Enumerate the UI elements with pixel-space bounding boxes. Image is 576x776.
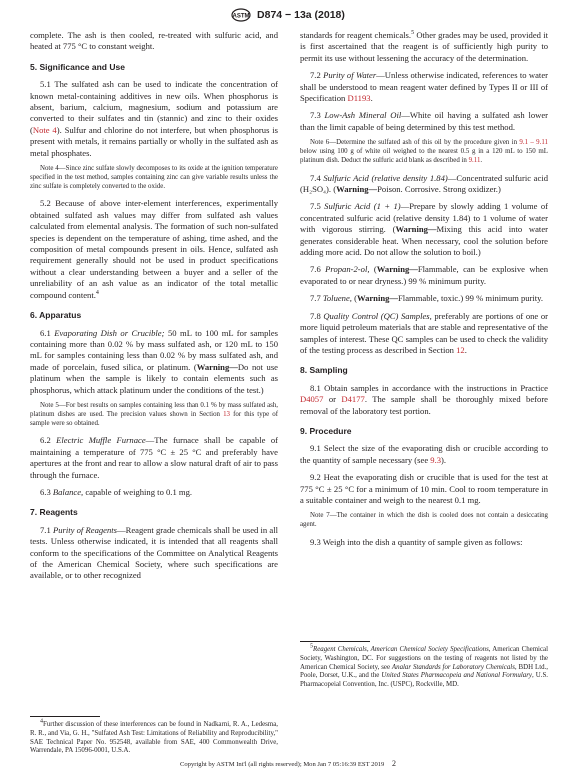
page-number: 2	[392, 759, 397, 768]
section-heading-9: 9. Procedure	[300, 425, 352, 436]
section-9-3-link[interactable]: 9.3	[430, 454, 442, 465]
section-9-1-link[interactable]: 9.1 – 9.11	[519, 139, 548, 147]
left-column	[30, 30, 278, 588]
paragraph: complete. The ash is then cooled, re-treated with sulfuric acid, and heated at 775 °C to constant weight.	[30, 30, 278, 52]
section-heading-8: 8. Sampling	[300, 365, 348, 376]
copyright-line: Copyright by ASTM Int'l (all rights reserved); Mon Jan 7 05:16:39 EST 2019	[179, 761, 385, 768]
paragraph-6-3: 6.3 Balance, capable of weighing to 0.1 mg.	[40, 486, 193, 497]
section-heading-5: 5. Significance and Use	[30, 61, 125, 72]
paragraph-8-1: 8.1 Obtain samples in accordance with the instructions in Practice D4057 or D4177. The sample shall be thoroughly mixed before removal of the laboratory test portion.	[300, 382, 548, 416]
paragraph-7-6: 7.6 Propan-2-ol, (Warning—Flammable, can be explosive when evaporated to or near dryness.) 99 % minimum purity.	[300, 264, 548, 286]
section-12-link[interactable]: 12	[456, 344, 465, 355]
note-6: Note 6—Determine the sulfated ash of this oil by the procedure given in 9.1 – 9.11 below using 100 g of white oil weighed to the nearest 0.5 g in a 120 mL to 150 mL platinum dish. Deduct the sulfuric acid blank as described in 9.11.	[300, 139, 548, 164]
paragraph-9-3: 9.3 Weigh into the dish a quantity of sample given as follows:	[310, 536, 523, 547]
note-4: Note 4—Since zinc sulfate slowly decomposes to its oxide at the ignition temperature specified in the test method, samples containing zinc can give variable results unless the zinc sulfate is completely converted to the oxide.	[30, 165, 278, 190]
paragraph-5-1: 5.1 The sulfated ash can be used to indicate the concentration of known metal-containing additives in new oils. When phosphorus is absent, barium, calcium, magnesium, sodium and potassium are converted to their sulfates and tin (stannic) and zinc to their oxides (Note 4). Sulfur and chlorine do not interfere, but when phosphorus is present with metals, it remains partially or wholly in the sulfated ash as metal phosphates.	[30, 79, 279, 158]
right-column	[300, 30, 548, 554]
section-9-11-link[interactable]: 9.11	[468, 156, 481, 164]
d4177-link[interactable]: D4177	[341, 394, 365, 405]
paragraph-9-2: 9.2 Heat the evaporating dish or crucible that is used for the test at 775 °C ± 25 °C for a minimum of 10 min. Cool to room temperature in a suitable container and weigh to the nearest 0.1 mg.	[300, 472, 548, 505]
d4057-link[interactable]: D4057	[300, 394, 324, 405]
paragraph-7-3: 7.3 Low-Ash Mineral Oil—White oil having a sulfated ash lower than the limit capable of being determined by this test method.	[300, 110, 549, 132]
page-footer	[0, 759, 576, 768]
paragraph-9-1: 9.1 Select the size of the evaporating dish or crucible according to the quantity of sample necessary (see 9.3).	[300, 443, 548, 465]
paragraph: standards for reagent chemicals.$^5$ Other grades may be used, provided it is first ascertained that the reagent is of sufficiently high purity to permit its use without lessening the accuracy of the determination.	[300, 30, 549, 63]
document-designation: D874 − 13a (2018)	[257, 9, 345, 21]
paragraph-7-8: 7.8 Quality Control (QC) Samples, preferably are portions of one or more liquid petroleum materials that are stable and representative of the samples of interest. These QC samples can be used to check the validity of the testing process as described in Section 12.	[300, 310, 548, 355]
note-5: Note 5—For best results on samples containing less than 0.1 % by mass sulfated ash, platinum dishes are used. The precision values shown in Section 13 for this type of sample were so obtained.	[30, 401, 279, 427]
paragraph-7-7: 7.7 Toluene, (Warning—Flammable, toxic.) 99 % minimum purity.	[310, 293, 544, 304]
footnote-4: $^4$Further discussion of these interferences can be found in Nadkarni, R. A., Ledesma, R. R., and Via, G. H., "Sulfated Ash Test: Limitations of Reliability and Reproducibility," SAE Technical Paper No. 952548, available from SAE, 400 Commonwealth Drive, Warrendale, PA 15096-0001, U.S.A.	[30, 716, 278, 756]
astm-logo-icon	[231, 8, 251, 22]
paragraph-7-5: 7.5 Sulfuric Acid (1 + 1)—Prepare by slowly adding 1 volume of concentrated sulfuric acid (relative density 1.84) to 1 volume of water with vigorous stirring. (Warning—Mixing this acid into water generates considerable heat. When necessary, cool the solution before adding more acid. Do not allow the solution to boil.)	[300, 201, 549, 258]
section-13-link[interactable]: 13	[223, 410, 230, 418]
note-4-link[interactable]: Note 4	[32, 124, 57, 135]
paragraph-7-2: 7.2 Purity of Water—Unless otherwise indicated, references to water shall be understood to mean reagent water defined by Types II or III of Specification D1193.	[300, 70, 548, 104]
paragraph-5-2: 5.2 Because of above inter-element interferences, experimentally obtained sulfated ash values may differ from sulfated ash values calculated from elemental analysis. The formation of such non-sulfated species is dependent on the temperature of ashing, time ashed, and the composition of metal compounds present in oils. Hence, sulfated ash requirement generally should not be used in product specifications without a clear understanding between a buyer and a seller of the unreliability of an ash value as an indicator of the total metallic compound content.$^4$	[30, 198, 278, 300]
section-heading-6: 6. Apparatus	[30, 310, 82, 321]
footnote-rule	[30, 716, 100, 717]
paragraph-6-1: 6.1 Evaporating Dish or Crucible; 50 mL to 100 mL for samples containing more than 0.02 % by mass sulfated ash, or 120 mL to 150 mL for samples containing less than 0.02 % by mass sulfated ash, and made of porcelain, fused silica, or platinum. (Warning—Do not use platinum when the sample is likely to contain elements such as phosphorus, which attack platinum under the conditions of the test.)	[30, 327, 278, 395]
paragraph-6-2: 6.2 Electric Muffle Furnace—The furnace shall be capable of maintaining a temperature of 775 °C ± 25 °C and preferably have apertures at the front and rear to allow a slow natural draft of air to pass through the furnace.	[30, 435, 278, 480]
section-heading-7: 7. Reagents	[30, 507, 78, 518]
note-7: Note 7—The container in which the dish is cooled does not contain a desiccating agent.	[300, 512, 548, 529]
paragraph-7-1: 7.1 Purity of Reagents—Reagent grade chemicals shall be used in all tests. Unless otherwise indicated, it is intended that all reagents shall conform to the specifications of the Committee on Analytical Reagents of the American Chemical Society, where such specifications are available, or to other recognized	[30, 524, 279, 581]
svg-text:ASTM: ASTM	[232, 13, 250, 20]
footnote-rule	[300, 641, 370, 642]
paragraph-7-4: 7.4 Sulfuric Acid (relative density 1.84)—Concentrated sulfuric acid (H₂SO₄). (Warning—Poison. Corrosive. Strong oxidizer.)	[300, 172, 548, 195]
d1193-link[interactable]: D1193	[347, 93, 371, 104]
footnote-5: $^5$Reagent Chemicals, American Chemical Society Specifications, American Chemical Society, Washington, DC. For suggestions on the testing of reagents not listed by the American Chemical Society, see Analar Standards for Laboratory Chemicals, BDH Ltd., Poole, Dorset, U.K., and the United States Pharmacopeia and National Formulary, U.S. Pharmacopeial Convention, Inc. (USPC), Rockville, MD.	[300, 641, 548, 690]
page-header	[0, 8, 576, 22]
